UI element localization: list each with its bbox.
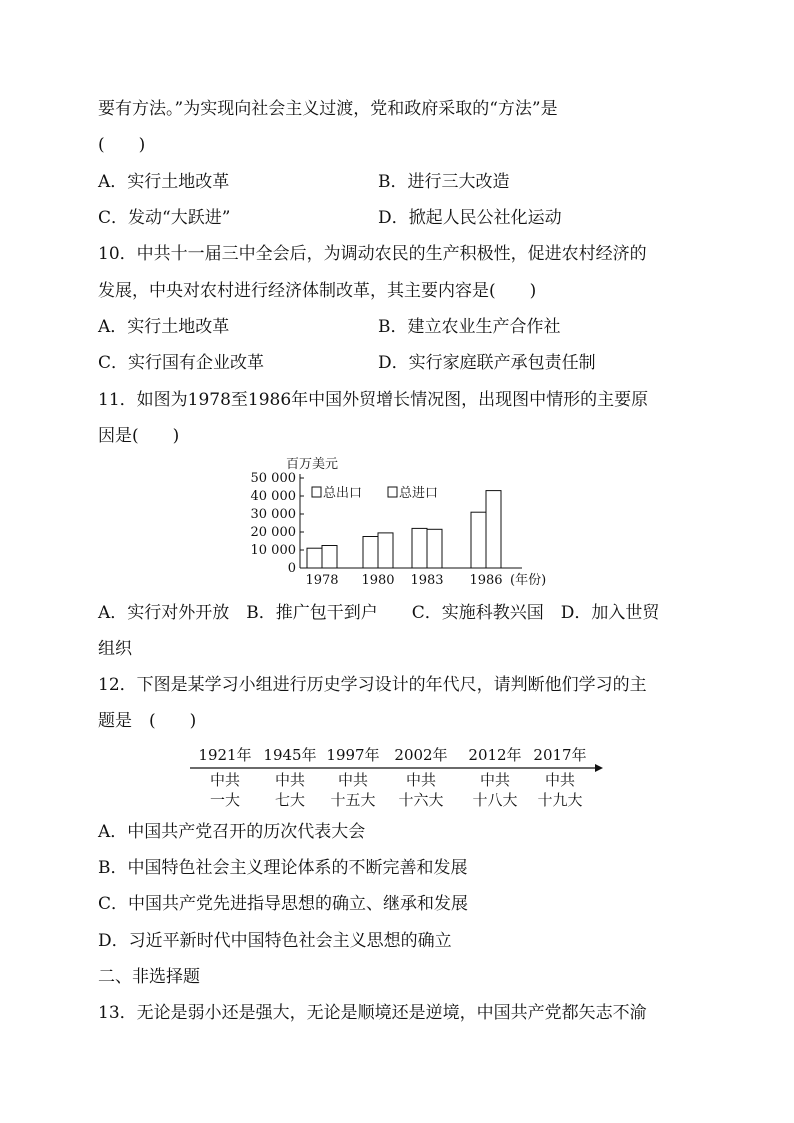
- q12-option-c: C．中国共产党先进指导思想的确立、继承和发展: [98, 894, 469, 914]
- trade-bar-chart: [240, 452, 560, 592]
- q11-text-line2: 因是( ): [98, 426, 180, 446]
- q10-option-a: A．实行土地改革: [98, 317, 230, 337]
- q13-text-line1: 13．无论是弱小还是强大，无论是顺境还是逆境，中国共产党都矢志不渝: [98, 1003, 647, 1023]
- q9-blank: ( ): [98, 135, 146, 155]
- q9-option-d: D．掀起人民公社化运动: [378, 208, 562, 228]
- timeline-label-bottom: 一大: [209, 791, 241, 809]
- q12-text-line2: 题是 ( ): [98, 711, 197, 731]
- timeline-ruler: [185, 740, 605, 812]
- timeline-label-bottom: 十八大: [472, 791, 518, 809]
- section-heading-nonchoice: 二、非选择题: [98, 967, 200, 987]
- q11-text-line1: 11．如图为1978至1986年中国外贸增长情况图，出现图中情形的主要原: [98, 390, 649, 410]
- timeline-year: 2012年: [468, 746, 522, 764]
- q12-option-b: B．中国特色社会主义理论体系的不断完善和发展: [98, 858, 468, 878]
- timeline-label-bottom: 七大: [274, 791, 306, 809]
- legend-swatch-1: [388, 487, 397, 497]
- q10-text-line1: 10．中共十一届三中全会后，为调动农民的生产积极性，促进农村经济的: [98, 244, 647, 264]
- bar-import-1986: [486, 491, 501, 568]
- x-tick-label: 1980: [361, 573, 395, 588]
- q10-text-line2: 发展，中央对农村进行经济体制改革，其主要内容是( ): [98, 281, 537, 301]
- q12-text-line1: 12．下图是某学习小组进行历史学习设计的年代尺，请判断他们学习的主: [98, 675, 647, 695]
- y-tick-label: 0: [287, 561, 296, 576]
- y-tick-label: 50 000: [250, 471, 296, 486]
- timeline-arrow-icon: [595, 764, 603, 772]
- q10-option-c: C．实行国有企业改革: [98, 353, 265, 373]
- q12-option-a: A．中国共产党召开的历次代表大会: [98, 822, 366, 842]
- q12-option-d: D．习近平新时代中国特色社会主义思想的确立: [98, 931, 452, 951]
- q10-option-d: D．实行家庭联产承包责任制: [378, 353, 596, 373]
- bar-import-1978: [322, 546, 337, 569]
- timeline-label-top: 中共: [479, 771, 511, 789]
- timeline-year: 1921年: [198, 746, 252, 764]
- timeline-label-top: 中共: [337, 771, 369, 789]
- timeline-label-bottom: 十九大: [537, 791, 583, 809]
- y-tick-label: 20 000: [250, 525, 296, 540]
- q11-options-line2: 组织: [98, 639, 132, 659]
- x-tick-label: 1983: [410, 573, 444, 588]
- y-tick-label: 30 000: [250, 507, 296, 522]
- q9-option-a: A．实行土地改革: [98, 172, 230, 192]
- bar-export-1980: [363, 537, 378, 569]
- timeline-label-top: 中共: [209, 771, 241, 789]
- timeline-label-bottom: 十五大: [330, 791, 376, 809]
- legend-swatch-0: [312, 487, 321, 497]
- bar-export-1983: [412, 528, 427, 568]
- y-axis-label: 百万美元: [286, 457, 339, 472]
- q10-option-b: B．建立农业生产合作社: [378, 317, 561, 337]
- timeline-label-bottom: 十六大: [398, 791, 444, 809]
- bar-import-1983: [427, 529, 442, 568]
- x-tick-label: 1986: [469, 573, 503, 588]
- bar-export-1978: [307, 548, 322, 568]
- timeline-label-top: 中共: [544, 771, 576, 789]
- x-tick-label: 1978: [305, 573, 339, 588]
- legend-label-1: 总进口: [399, 486, 439, 501]
- bar-import-1980: [378, 533, 393, 568]
- timeline-label-top: 中共: [405, 771, 437, 789]
- y-tick-label: 40 000: [250, 489, 296, 504]
- timeline-year: 2002年: [394, 746, 448, 764]
- timeline-label-top: 中共: [274, 771, 306, 789]
- x-axis-label: (年份): [510, 573, 547, 588]
- y-tick-label: 10 000: [250, 543, 296, 558]
- legend-label-0: 总出口: [323, 486, 363, 501]
- timeline-year: 2017年: [533, 746, 587, 764]
- timeline-year: 1945年: [263, 746, 317, 764]
- q9-option-b: B．进行三大改造: [378, 172, 510, 192]
- q9-text-line1: 要有方法。”为实现向社会主义过渡，党和政府采取的“方法”是: [98, 99, 558, 119]
- q11-options-line1: A．实行对外开放 B．推广包干到户 C．实施科教兴国 D．加入世贸: [98, 603, 660, 623]
- timeline-year: 1997年: [326, 746, 380, 764]
- q9-option-c: C．发动“大跃进”: [98, 208, 231, 228]
- bar-export-1986: [471, 512, 486, 568]
